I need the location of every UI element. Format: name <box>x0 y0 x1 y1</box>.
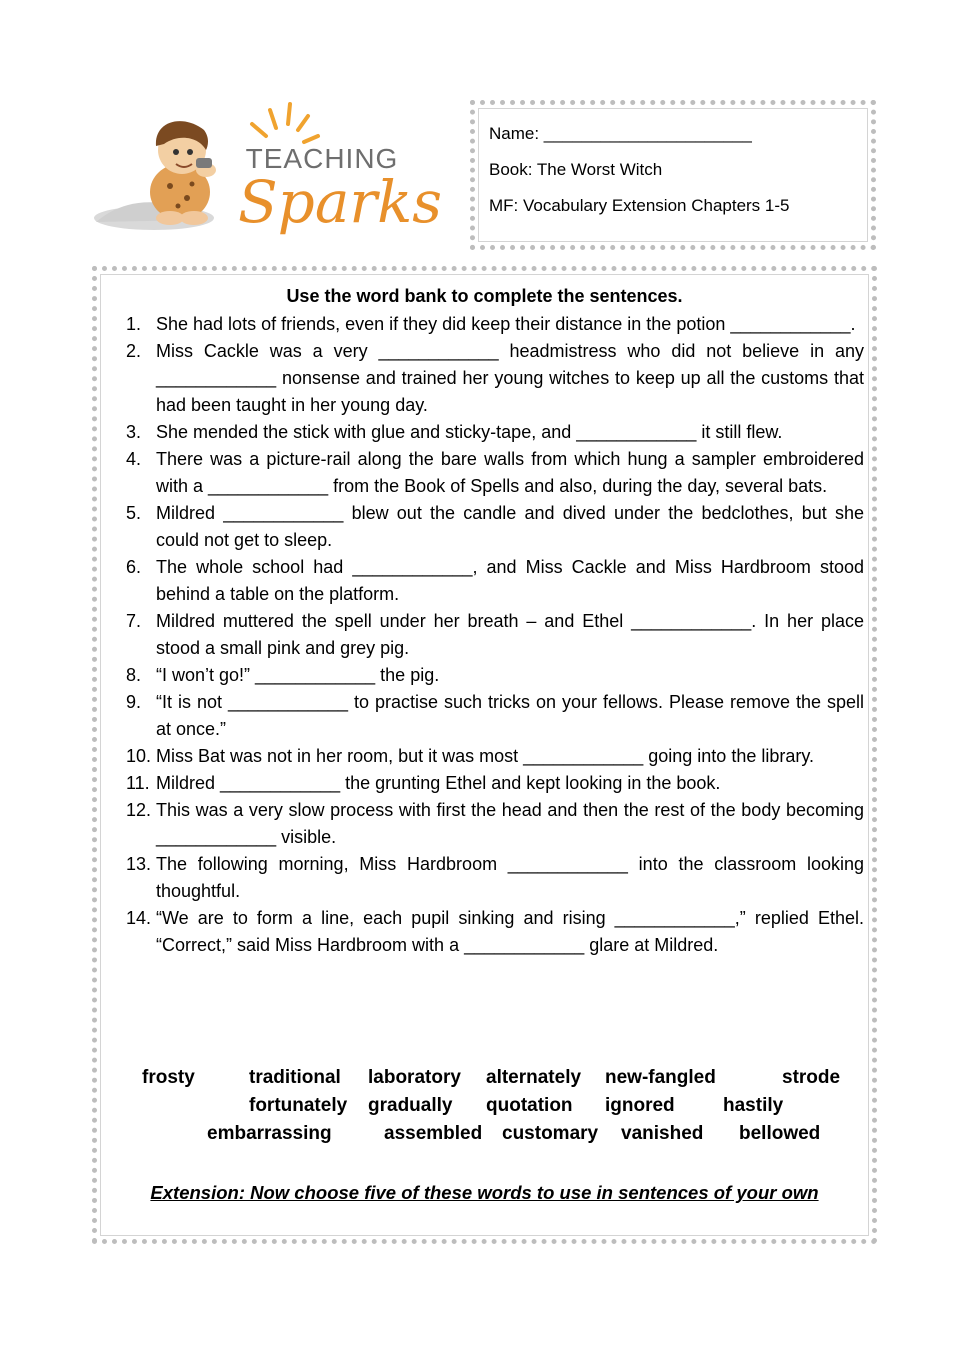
sentence-text: She mended the stick with glue and sticky-tape, and ____________ it still flew. <box>156 422 783 442</box>
word-bank-word: customary <box>502 1123 599 1144</box>
sentence-item-11 <box>117 770 864 797</box>
sentence-item-10 <box>117 743 864 770</box>
sentence-item-1 <box>117 311 864 338</box>
sentence-text: “I won’t go!” ____________ the pig. <box>156 665 440 685</box>
book-title: Book: The Worst Witch <box>489 160 663 179</box>
sentence-text: Mildred ____________ blew out the candle and dived under the bedclothes, but she could not get to sleep. <box>156 503 864 550</box>
sentence-number: 14. <box>126 908 152 928</box>
word-bank-word: bellowed <box>739 1123 821 1144</box>
sentence-number: 13. <box>126 854 152 874</box>
sentence-item-4 <box>117 446 864 500</box>
sentence-item-2 <box>117 338 864 419</box>
instructions-heading: Use the word bank to complete the sentences. <box>286 286 683 306</box>
sentence-text: Miss Cackle was a very ____________ headmistress who did not believe in any ____________ nonsense and trained her young witches to keep up all the customs that had been taught in her young day. <box>156 341 864 415</box>
sentence-item-6 <box>117 554 864 608</box>
word-bank-word: ignored <box>605 1095 675 1116</box>
sentence-number: 8. <box>126 665 142 685</box>
sentence-item-12 <box>117 797 864 851</box>
word-bank-word: embarrassing <box>207 1123 332 1144</box>
sentence-item-13 <box>117 851 864 905</box>
sentence-number: 6. <box>126 557 142 577</box>
sentence-number: 9. <box>126 692 142 712</box>
sentence-item-5 <box>117 500 864 554</box>
word-bank-word: strode <box>782 1067 841 1088</box>
word-bank-word: quotation <box>486 1095 573 1116</box>
word-bank-word: alternately <box>486 1067 582 1088</box>
sentence-text: “We are to form a line, each pupil sinking and rising ____________,” replied Ethel. “Correct,” said Miss Hardbroom with a ____________ glare at Mildred. <box>156 908 864 955</box>
word-bank-word: frosty <box>142 1067 195 1088</box>
sentence-item-3 <box>117 419 864 446</box>
worksheet-subject: MF: Vocabulary Extension Chapters 1-5 <box>489 196 790 215</box>
sentence-item-9 <box>117 689 864 743</box>
word-bank-word: gradually <box>368 1095 453 1116</box>
sentence-text: Mildred ____________ the grunting Ethel and kept looking in the book. <box>156 773 721 793</box>
teaching-sparks-logo <box>92 100 457 250</box>
word-bank-word: traditional <box>249 1067 341 1088</box>
sentence-number: 3. <box>126 422 142 442</box>
name-field[interactable]: Name: ______________________ <box>489 124 752 143</box>
sentence-number: 2. <box>126 341 142 361</box>
sentence-item-14 <box>117 905 864 959</box>
word-bank <box>97 1067 882 1157</box>
word-bank-word: hastily <box>723 1095 784 1116</box>
student-info-box <box>470 100 876 250</box>
sentence-text: There was a picture-rail along the bare walls from which hung a sampler embroidered with a ____________ from the Book of Spells and also, during the day, several bats. <box>156 449 864 496</box>
sentence-item-8 <box>117 662 864 689</box>
sentence-number: 1. <box>126 314 142 334</box>
sentence-text: She had lots of friends, even if they did keep their distance in the potion ____________. <box>156 314 856 334</box>
logo-graphic <box>92 100 457 250</box>
logo-top-text: TEACHING <box>245 143 399 174</box>
sentence-number: 4. <box>126 449 142 469</box>
word-bank-word: assembled <box>384 1123 483 1144</box>
sentence-number: 10. <box>126 746 152 766</box>
sentence-list <box>117 311 864 959</box>
word-bank-word: fortunately <box>249 1095 348 1116</box>
sentence-text: “It is not ____________ to practise such tricks on your fellows. Please remove the spell at once.” <box>156 692 864 739</box>
sentence-text: The following morning, Miss Hardbroom ____________ into the classroom looking thoughtful. <box>156 854 864 901</box>
sentence-number: 12. <box>126 800 152 820</box>
sentence-item-7 <box>117 608 864 662</box>
sentence-text: This was a very slow process with first the head and then the rest of the body becoming ____________ visible. <box>156 800 864 847</box>
word-bank-word: vanished <box>621 1123 704 1144</box>
extension-task: Extension: Now choose five of these words to use in sentences of your own <box>150 1182 819 1203</box>
worksheet-box <box>92 266 877 1244</box>
sentence-number: 7. <box>126 611 142 631</box>
sentence-text: The whole school had ____________, and Miss Cackle and Miss Hardbroom stood behind a table on the platform. <box>156 557 864 604</box>
word-bank-word: laboratory <box>368 1067 461 1088</box>
logo-bottom-text: Sparks <box>237 168 443 236</box>
sentence-text: Mildred muttered the spell under her breath – and Ethel ____________. In her place stood a small pink and grey pig. <box>156 611 864 658</box>
sentence-text: Miss Bat was not in her room, but it was most ____________ going into the library. <box>156 746 815 766</box>
sentence-number: 11. <box>126 773 150 793</box>
sentence-number: 5. <box>126 503 142 523</box>
word-bank-word: new-fangled <box>605 1067 716 1088</box>
